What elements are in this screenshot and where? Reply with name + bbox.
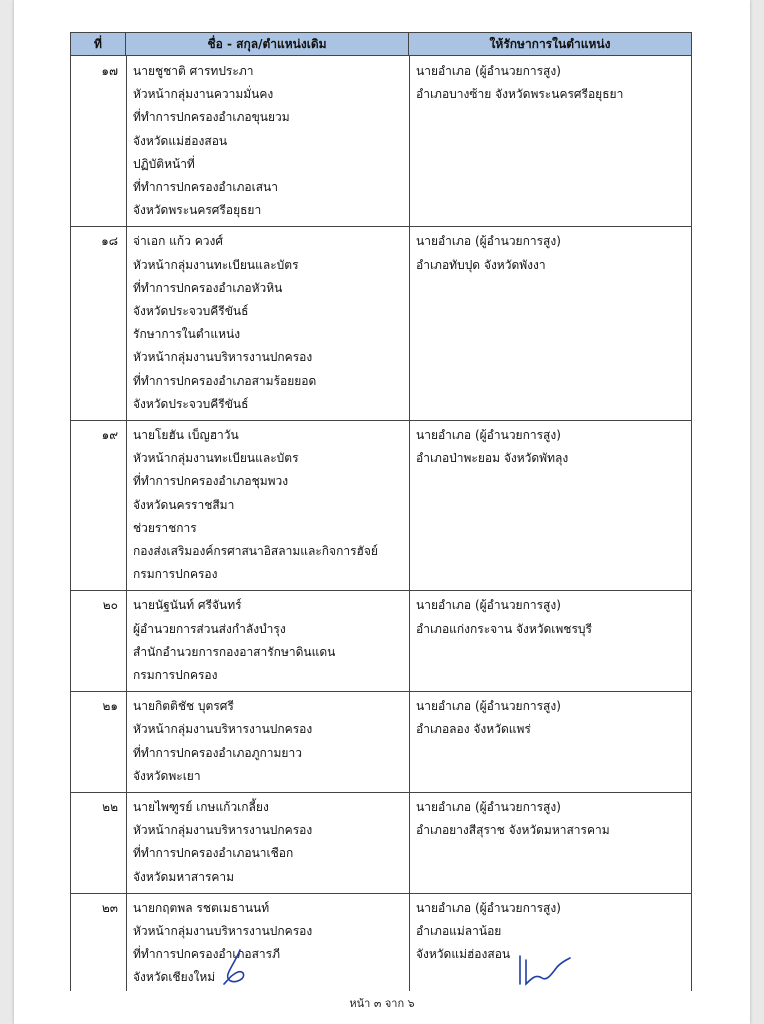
- acting-position-line: อำเภอบางซ้าย จังหวัดพระนครศรีอยุธยา: [416, 87, 624, 102]
- former-position-line: จังหวัดนครราชสีมา: [133, 497, 235, 512]
- table-row: [71, 420, 691, 590]
- table-row: [71, 590, 691, 691]
- table-header: [71, 33, 691, 56]
- former-position-line: จังหวัดประจวบคีรีขันธ์: [133, 396, 249, 411]
- person-name: นายนัฐนันท์ ศรีจันทร์: [133, 598, 242, 613]
- former-position-line: ที่ทำการปกครองอำเภอหัวหิน: [133, 280, 283, 295]
- acting-position: [416, 424, 686, 470]
- acting-position-line: อำเภอแม่ลาน้อย: [416, 923, 502, 938]
- acting-position-line: จังหวัดแม่ฮ่องสอน: [416, 947, 511, 962]
- former-position-line: หัวหน้ากลุ่มงานทะเบียนและบัตร: [133, 451, 299, 466]
- row-number: ๒๒: [102, 800, 118, 814]
- name-and-former-position: [133, 230, 403, 416]
- former-position-line: กรมการปกครอง: [133, 667, 218, 682]
- former-position-line: จังหวัดเชียงใหม่: [133, 970, 216, 985]
- acting-position-line: อำเภอทับปุด จังหวัดพังงา: [416, 257, 546, 272]
- acting-position: [416, 594, 686, 640]
- header-acting-position: ให้รักษาการในตำแหน่ง: [489, 37, 611, 51]
- person-name: นายไพฑูรย์ เกษแก้วเกลี้ยง: [133, 800, 269, 814]
- name-and-former-position: [133, 897, 403, 990]
- table-row: [71, 893, 691, 994]
- former-position-line: หัวหน้ากลุ่มงานความมั่นคง: [133, 87, 274, 102]
- acting-position-line: นายอำเภอ (ผู้อำนวยการสูง): [416, 428, 561, 442]
- header-number: ที่: [71, 33, 126, 55]
- name-and-former-position: [133, 796, 403, 889]
- row-number: ๒๐: [102, 598, 118, 613]
- former-position-line: กองส่งเสริมองค์กรศาสนาอิสลามและกิจการฮัจย์: [133, 543, 378, 558]
- former-position-line: ที่ทำการปกครองอำเภอสามร้อยยอด: [133, 373, 317, 388]
- former-position-line: หัวหน้ากลุ่มงานบริหารงานปกครอง: [133, 823, 313, 838]
- former-position-line: หัวหน้ากลุ่มงานบริหารงานปกครอง: [133, 722, 313, 737]
- name-and-former-position: [133, 594, 403, 687]
- former-position-line: ที่ทำการปกครองอำเภอชุมพวง: [133, 474, 289, 489]
- acting-position-line: นายอำเภอ (ผู้อำนวยการสูง): [416, 64, 561, 78]
- acting-position-line: อำเภอลอง จังหวัดแพร่: [416, 722, 531, 737]
- person-name: นายชูชาติ ศารทประภา: [133, 64, 254, 78]
- row-number: ๑๙: [101, 428, 118, 442]
- page-number: หน้า ๓ จาก ๖: [349, 997, 415, 1010]
- former-position-line: ผู้อำนวยการส่วนส่งกำลังบำรุง: [133, 621, 286, 636]
- former-position-line: กรมการปกครอง: [133, 567, 218, 582]
- former-position-line: รักษาการในตำแหน่ง: [133, 327, 241, 342]
- person-name: จ่าเอก แก้ว ควงศ์: [133, 234, 223, 249]
- table-row: [71, 691, 691, 792]
- row-number: ๑๗: [101, 64, 118, 78]
- former-position-line: ที่ทำการปกครองอำเภอขุนยวม: [133, 110, 290, 125]
- row-number: ๑๘: [101, 234, 118, 249]
- former-position-line: หัวหน้ากลุ่มงานบริหารงานปกครอง: [133, 350, 313, 365]
- former-position-line: จังหวัดพะเยา: [133, 768, 201, 783]
- table-row: [71, 226, 691, 420]
- former-position-line: ปฏิบัติหน้าที่: [133, 156, 195, 171]
- signature-mark-right: [514, 950, 574, 990]
- person-name: นายโยฮัน เบ็ญฮาวัน: [133, 428, 239, 442]
- person-name: นายกิตติชัช บุตรศรี: [133, 699, 234, 714]
- former-position-line: หัวหน้ากลุ่มงานบริหารงานปกครอง: [133, 923, 313, 938]
- acting-position-line: นายอำเภอ (ผู้อำนวยการสูง): [416, 598, 561, 613]
- acting-position-line: อำเภอป่าพะยอม จังหวัดพัทลุง: [416, 451, 569, 466]
- former-position-line: จังหวัดแม่ฮ่องสอน: [133, 133, 228, 148]
- acting-position: [416, 796, 686, 842]
- person-name: นายกฤตพล รชตเมธานนท์: [133, 900, 270, 915]
- acting-position: [416, 60, 686, 106]
- former-position-line: ที่ทำการปกครองอำเภอสารภี: [133, 947, 281, 962]
- row-number: ๒๑: [102, 699, 118, 714]
- acting-position-line: อำเภอยางสีสุราช จังหวัดมหาสารคาม: [416, 823, 610, 838]
- table-row: [71, 792, 691, 893]
- former-position-line: ที่ทำการปกครองอำเภอนาเชือก: [133, 846, 294, 861]
- appointment-table: [70, 32, 692, 991]
- acting-position: [416, 230, 686, 276]
- name-and-former-position: [133, 424, 403, 586]
- acting-position-line: อำเภอแก่งกระจาน จังหวัดเพชรบุรี: [416, 621, 592, 636]
- acting-position: [416, 695, 686, 741]
- acting-position-line: นายอำเภอ (ผู้อำนวยการสูง): [416, 800, 561, 814]
- name-and-former-position: [133, 695, 403, 788]
- acting-position-line: นายอำเภอ (ผู้อำนวยการสูง): [416, 234, 561, 249]
- table-row: [71, 56, 691, 226]
- former-position-line: ที่ทำการปกครองอำเภอเสนา: [133, 179, 278, 194]
- document-page: [14, 0, 750, 1024]
- header-name-position: ชื่อ - สกุล/ตำแหน่งเดิม: [126, 33, 409, 55]
- former-position-line: ช่วยราชการ: [133, 520, 197, 535]
- row-number: ๒๓: [101, 900, 118, 915]
- acting-position-line: นายอำเภอ (ผู้อำนวยการสูง): [416, 900, 561, 915]
- former-position-line: ที่ทำการปกครองอำเภอภูกามยาว: [133, 745, 302, 760]
- former-position-line: หัวหน้ากลุ่มงานทะเบียนและบัตร: [133, 257, 299, 272]
- name-and-former-position: [133, 60, 403, 222]
- former-position-line: จังหวัดประจวบคีรีขันธ์: [133, 303, 249, 318]
- former-position-line: สำนักอำนวยการกองอาสารักษาดินแดน: [133, 644, 336, 659]
- former-position-line: จังหวัดมหาสารคาม: [133, 869, 235, 884]
- former-position-line: จังหวัดพระนครศรีอยุธยา: [133, 203, 262, 218]
- acting-position-line: นายอำเภอ (ผู้อำนวยการสูง): [416, 699, 561, 714]
- signature-mark-left: [214, 946, 264, 990]
